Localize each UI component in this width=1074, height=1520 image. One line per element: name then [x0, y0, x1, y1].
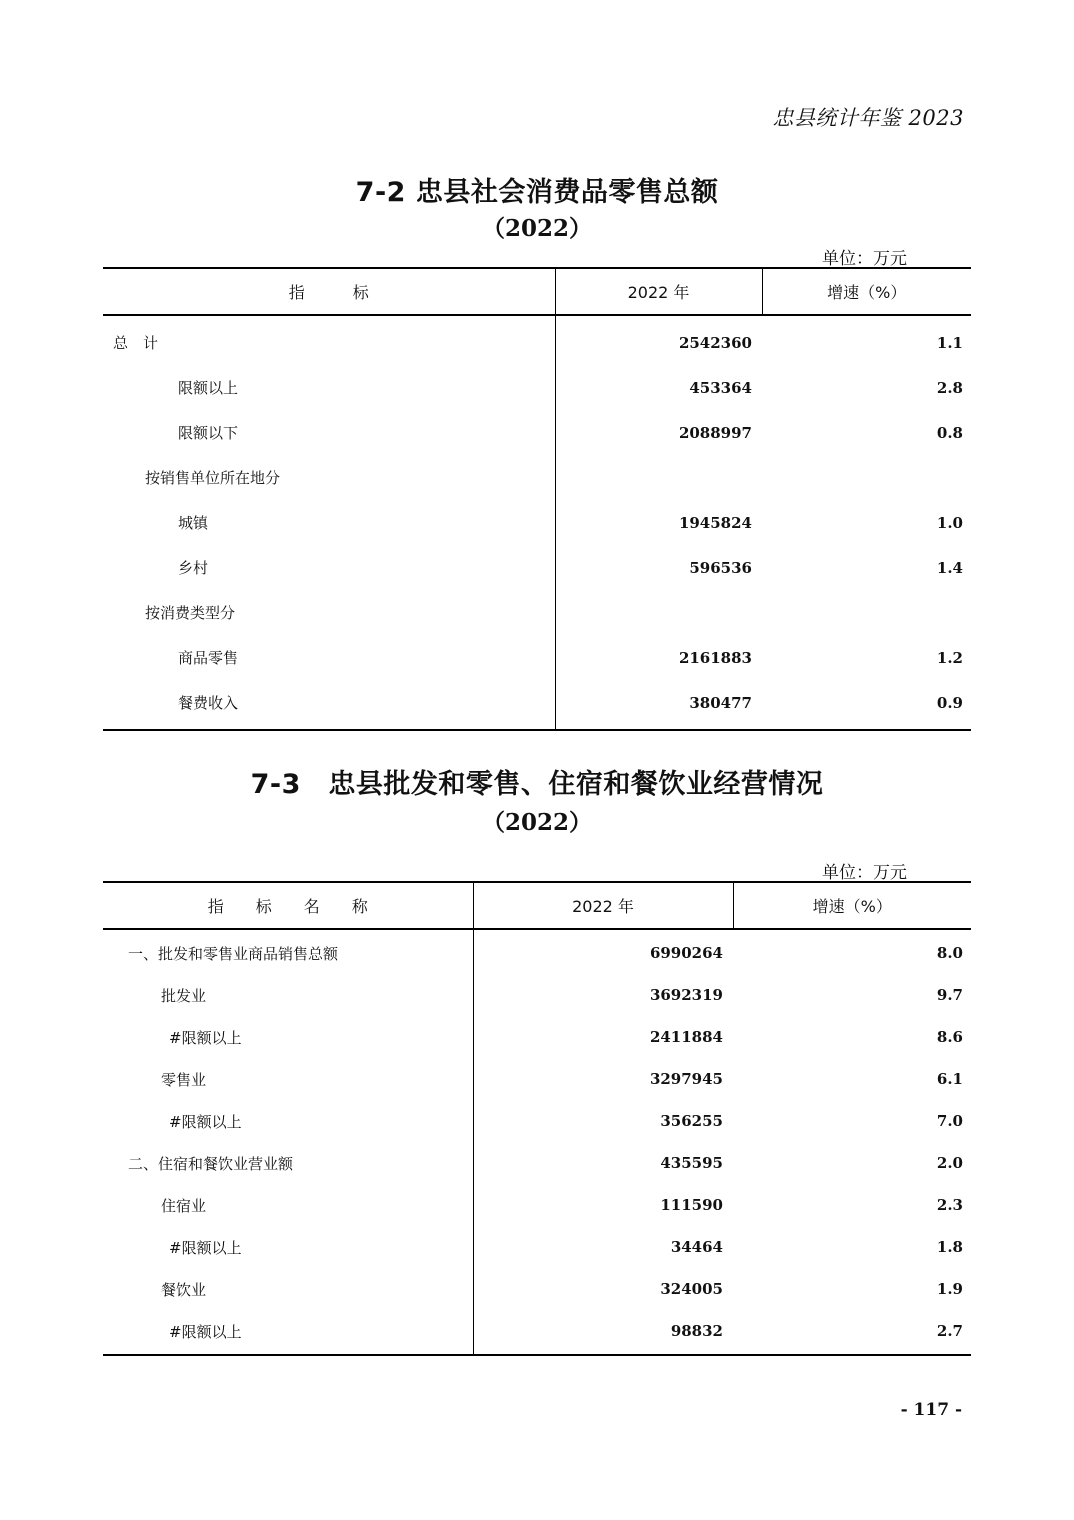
row-label: #限额以上: [103, 1226, 473, 1268]
table-7-2-title: 7-2 忠县社会消费品零售总额: [355, 177, 719, 208]
value-2022: 34464: [670, 1238, 723, 1256]
table-row: [103, 680, 971, 730]
row-label: 限额以上: [103, 365, 555, 410]
value-2022: 596536: [689, 558, 752, 577]
table-7-2-subtitle: （2022）: [481, 215, 592, 242]
table-7-3-subtitle: （2022）: [481, 809, 592, 836]
value-2022: 6990264: [649, 944, 723, 962]
row-label: #限额以上: [103, 1310, 473, 1355]
table-row: [103, 974, 971, 1016]
column-header-indicator-name: 指 标 名 称: [103, 882, 473, 929]
table-7-3-body: [103, 929, 971, 1355]
growth-rate: 8.6: [936, 1028, 963, 1046]
growth-rate: 0.8: [936, 423, 963, 442]
running-header: 忠县统计年鉴 2023: [772, 106, 964, 130]
growth-rate: 2.7: [936, 1322, 963, 1340]
table-7-2-unit: 单位：万元: [822, 249, 907, 269]
growth-rate: [762, 455, 971, 500]
growth-rate: 8.0: [936, 944, 963, 962]
row-label: 按消费类型分: [103, 590, 555, 635]
table-row: [103, 455, 971, 500]
row-label: 商品零售: [103, 635, 555, 680]
row-label: #限额以上: [103, 1016, 473, 1058]
growth-rate: 2.8: [936, 378, 963, 397]
value-2022: 98832: [670, 1322, 723, 1340]
row-label: 餐费收入: [103, 680, 555, 730]
value-2022: 356255: [660, 1112, 723, 1130]
value-2022: 2161883: [678, 648, 752, 667]
table-row: [103, 1100, 971, 1142]
row-label: 二、住宿和餐饮业营业额: [103, 1142, 473, 1184]
column-header-growth: 增速（%）: [762, 268, 971, 315]
growth-rate: 1.1: [936, 333, 963, 352]
table-7-3-header-row: [103, 882, 971, 929]
value-2022: 324005: [660, 1280, 723, 1298]
row-label: 乡村: [103, 545, 555, 590]
value-2022: 2542360: [678, 333, 752, 352]
table-7-3-title: 7-3 忠县批发和零售、住宿和餐饮业经营情况: [250, 769, 824, 800]
table-row: [103, 635, 971, 680]
value-2022: 2411884: [649, 1028, 723, 1046]
column-header-2022: 2022 年: [473, 882, 733, 929]
growth-rate: 1.9: [936, 1280, 963, 1298]
row-label: 住宿业: [103, 1184, 473, 1226]
growth-rate: [762, 590, 971, 635]
row-label: 零售业: [103, 1058, 473, 1100]
growth-rate: 7.0: [936, 1112, 963, 1130]
growth-rate: 1.4: [936, 558, 963, 577]
table-row: [103, 1226, 971, 1268]
growth-rate: 6.1: [936, 1070, 963, 1088]
table-row: [103, 1016, 971, 1058]
value-2022: 435595: [660, 1154, 723, 1172]
column-header-indicator: 指 标: [103, 268, 555, 315]
growth-rate: 2.3: [936, 1196, 963, 1214]
growth-rate: 1.0: [936, 513, 963, 532]
growth-rate: 0.9: [936, 693, 963, 712]
column-header-2022: 2022 年: [555, 268, 762, 315]
growth-rate: 1.2: [936, 648, 963, 667]
value-2022: 1945824: [678, 513, 752, 532]
value-2022: [555, 455, 762, 500]
table-7-2-header-row: [103, 268, 971, 315]
table-7-2-body: [103, 315, 971, 730]
table-row: [103, 410, 971, 455]
row-label: 城镇: [103, 500, 555, 545]
table-row: [103, 1310, 971, 1355]
growth-rate: 2.0: [936, 1154, 963, 1172]
table-row: [103, 1142, 971, 1184]
growth-rate: 1.8: [936, 1238, 963, 1256]
row-label: 一、批发和零售业商品销售总额: [103, 929, 473, 974]
row-label: #限额以上: [103, 1100, 473, 1142]
table-row: [103, 929, 971, 974]
growth-rate: 9.7: [936, 986, 963, 1004]
table-row: [103, 500, 971, 545]
table-7-3-unit: 单位：万元: [822, 863, 907, 883]
row-label: 限额以下: [103, 410, 555, 455]
table-row: [103, 1058, 971, 1100]
table-row: [103, 1268, 971, 1310]
table-row: [103, 365, 971, 410]
table-7-3: [103, 881, 971, 1356]
value-2022: 111590: [660, 1196, 723, 1214]
table-7-2: [103, 267, 971, 731]
row-label: 批发业: [103, 974, 473, 1016]
table-row: [103, 315, 971, 365]
table-row: [103, 545, 971, 590]
value-2022: 453364: [689, 378, 752, 397]
table-row: [103, 590, 971, 635]
value-2022: 2088997: [678, 423, 752, 442]
value-2022: [555, 590, 762, 635]
row-label: 餐饮业: [103, 1268, 473, 1310]
value-2022: 380477: [689, 693, 752, 712]
row-label: 按销售单位所在地分: [103, 455, 555, 500]
row-label: 总 计: [103, 315, 555, 365]
value-2022: 3692319: [649, 986, 723, 1004]
page-number: - 117 -: [900, 1400, 962, 1420]
value-2022: 3297945: [649, 1070, 723, 1088]
column-header-growth: 增速（%）: [733, 882, 971, 929]
table-row: [103, 1184, 971, 1226]
